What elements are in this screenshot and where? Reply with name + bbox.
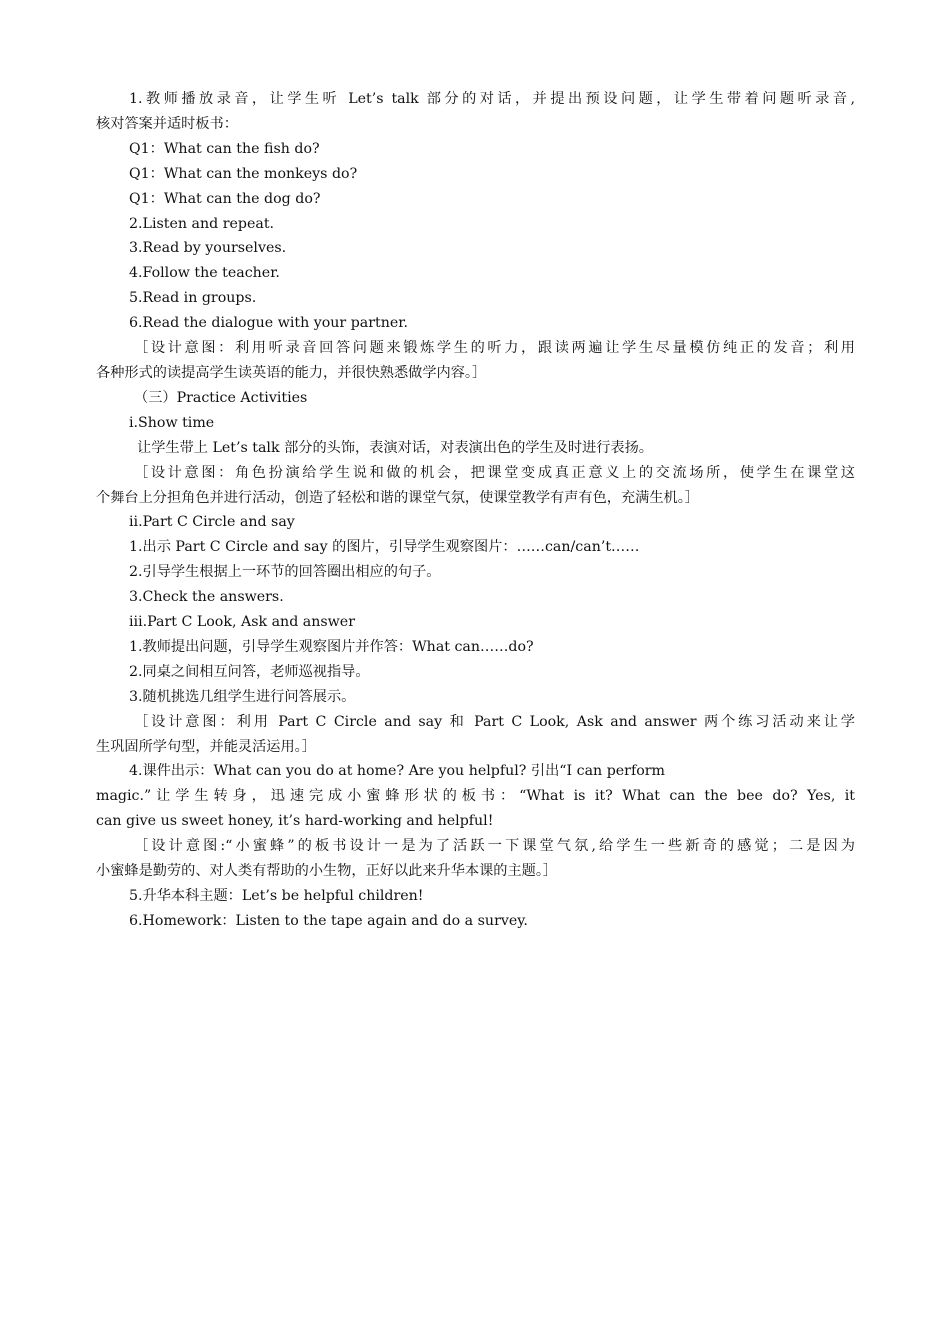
text-line: 2.Listen and repeat. (129, 215, 275, 232)
text-line: 4.课件出示：What can you do at home? Are you helpful? 引出“I can perform (129, 763, 665, 780)
text-line: ［设计意图：利用 Part C Circle and say 和 Part C Look, Ask and answer 两个练习活动来让学 (134, 713, 855, 730)
text-line: 各种形式的读提高学生读英语的能力，并很快熟悉做学内容。］ (96, 364, 487, 381)
text-line: ⅱ.Part C Circle and say (129, 514, 295, 531)
text-line: 5.Read in groups. (129, 290, 257, 307)
text-line: 6.Read the dialogue with your partner. (129, 315, 408, 332)
text-line: 3.Check the answers. (129, 589, 284, 606)
text-line: ［设计意图：利用听录音回答问题来锻炼学生的听力，跟读两遍让学生尽量模仿纯正的发音；利用 (134, 340, 855, 357)
text-line: 3.随机挑选几组学生进行问答展示。 (129, 688, 356, 705)
text-line: ［设计意图：角色扮演给学生说和做的机会，把课堂变成真正意义上的交流场所，使学生在课堂这 (134, 464, 855, 481)
text-line: （三）Practice Activities (134, 389, 308, 406)
text-line: ⅰ.Show time (129, 414, 215, 431)
text-line: Q1：What can the monkeys do? (129, 165, 358, 182)
text-line: Q1：What can the fish do? (129, 140, 320, 157)
text-line: 3.Read by yourselves. (129, 240, 287, 257)
text-line: 1.教师播放录音，让学生听 Let’s talk 部分的对话，并提出预设问题，让学生带着问题听录音, (129, 91, 855, 107)
text-line: magic.”让学生转身，迅速完成小蜜蜂形状的板书：“What is it? What can the bee do? Yes, it (96, 788, 855, 805)
text-line: 生巩固所学句型，并能灵活运用。］ (96, 738, 316, 755)
text-line: 6.Homework：Listen to the tape again and do a survey. (129, 912, 528, 929)
text-line: 2.同桌之间相互问答，老师巡视指导。 (129, 663, 370, 680)
document-body (96, 87, 855, 934)
text-line: 1.出示 Part C Circle and say 的图片，引导学生观察图片：……can/can’t…… (129, 539, 640, 556)
text-line: ⅲ.Part C Look, Ask and answer (129, 614, 355, 631)
text-line: 5.升华本科主题：Let’s be helpful children! (129, 888, 424, 904)
text-line: 1.教师提出问题，引导学生观察图片并作答：What can……do? (129, 638, 534, 655)
text-line: can give us sweet honey, it’s hard-working and helpful! (96, 813, 494, 830)
text-line: 4.Follow the teacher. (129, 265, 280, 282)
text-line: Q1：What can the dog do? (129, 190, 321, 207)
text-line: 小蜜蜂是勤劳的、对人类有帮助的小生物，正好以此来升华本课的主题。］ (96, 863, 558, 880)
text-line: 个舞台上分担角色并进行活动，创造了轻松和谐的课堂气氛，使课堂教学有声有色，充满生机。］ (96, 489, 699, 506)
text-line: 核对答案并适时板书： (96, 115, 238, 132)
text-line: 让学生带上 Let’s talk 部分的头饰，表演对话，对表演出色的学生及时进行表扬。 (137, 439, 653, 456)
text-line: ［设计意图:“小蜜蜂”的板书设计一是为了活跃一下课堂气氛,给学生一些新奇的感觉；二是因为 (134, 838, 855, 855)
text-line: 2.引导学生根据上一环节的回答圈出相应的句子。 (129, 564, 441, 581)
